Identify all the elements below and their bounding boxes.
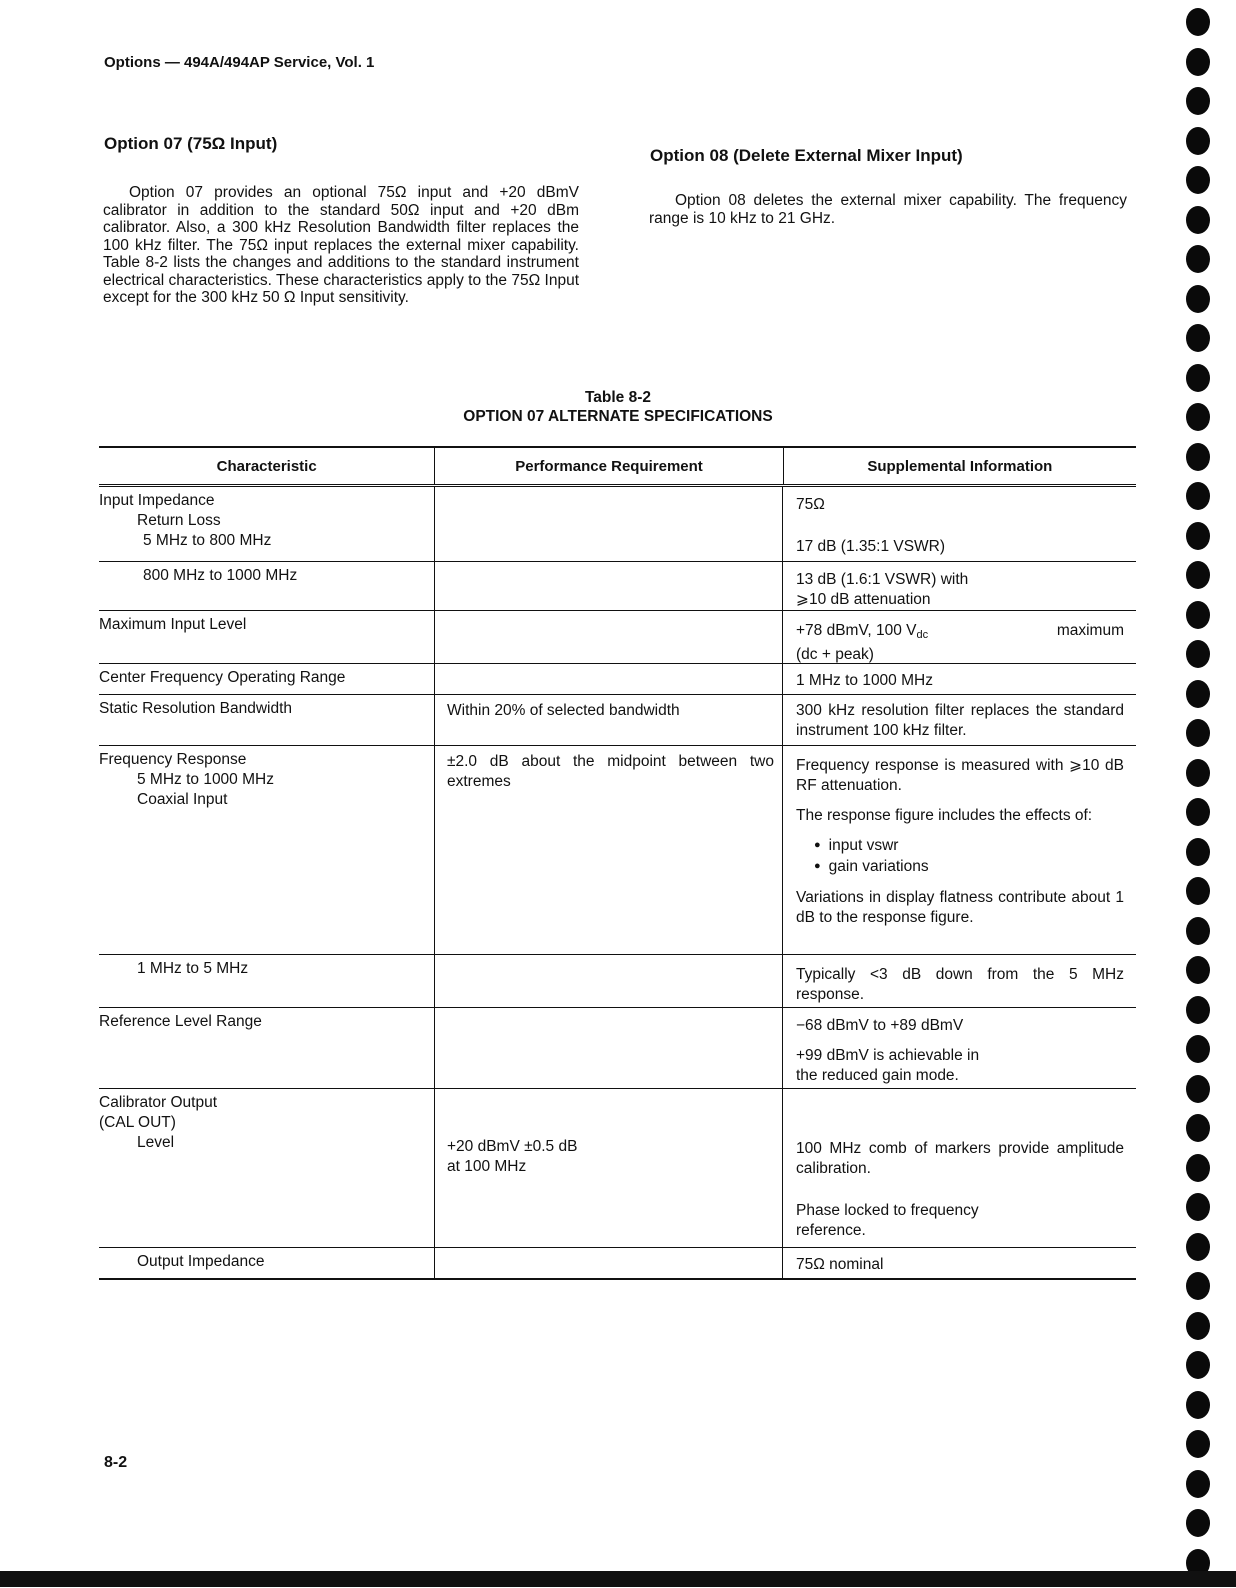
supplemental-text: 100 MHz comb of markers provide amplitude calibration. [796, 1140, 1124, 1177]
characteristic-label: 800 MHz to 1000 MHz [143, 567, 298, 584]
binder-hole [1186, 1272, 1210, 1300]
table-row [99, 1008, 1136, 1089]
characteristic-label: Static Resolution Bandwidth [99, 700, 293, 717]
header-supplemental: Supplemental Information [867, 457, 1053, 475]
table-header-row [99, 448, 1136, 487]
running-header: Options — 494A/494AP Service, Vol. 1 [104, 54, 375, 71]
supplemental-text: 300 kHz resolution filter replaces the standard instrument 100 kHz filter. [796, 702, 1124, 739]
binder-hole [1186, 206, 1210, 234]
supplemental-text: Typically <3 dB down from the 5 MHz response. [796, 966, 1124, 1003]
characteristic-label: Center Frequency Operating Range [99, 669, 346, 686]
binder-hole [1186, 127, 1210, 155]
binder-hole [1186, 956, 1210, 984]
characteristic-label: Return Loss [137, 512, 221, 529]
characteristic-label: Input Impedance [99, 492, 215, 509]
performance-text: ±2.0 dB about the midpoint between two extremes [447, 753, 774, 790]
binder-hole [1186, 719, 1210, 747]
table-row [99, 955, 1136, 1008]
binder-hole [1186, 1391, 1210, 1419]
binder-hole [1186, 996, 1210, 1024]
table-caption-title: OPTION 07 ALTERNATE SPECIFICATIONS [463, 408, 773, 425]
binder-hole [1186, 443, 1210, 471]
supplemental-text: 13 dB (1.6:1 VSWR) with [796, 571, 969, 588]
page-number: 8-2 [104, 1454, 128, 1471]
supplemental-text: +99 dBmV is achievable in [796, 1047, 980, 1064]
option08-title: Option 08 (Delete External Mixer Input) [650, 146, 963, 165]
supplemental-fragment: maximum [1056, 622, 1124, 639]
supplemental-text: Variations in display flatness contribute about 1 dB to the response figure. [796, 889, 1124, 926]
bottom-border-bar [0, 1571, 1236, 1587]
option08-body: Option 08 deletes the external mixer capability. The frequency range is 10 kHz to 21 GHz. [649, 192, 1127, 227]
table-row [99, 1248, 1136, 1278]
supplemental-text: −68 dBmV to +89 dBmV [796, 1017, 964, 1034]
bullet-item: ● gain variations [814, 857, 1124, 878]
characteristic-label: 1 MHz to 5 MHz [137, 960, 249, 977]
binder-holes [1186, 8, 1212, 1588]
characteristic-label: Coaxial Input [137, 791, 228, 808]
binder-hole [1186, 245, 1210, 273]
binder-hole [1186, 877, 1210, 905]
characteristic-label: (CAL OUT) [99, 1114, 176, 1131]
characteristic-label: 5 MHz to 800 MHz [143, 532, 272, 549]
binder-hole [1186, 1114, 1210, 1142]
supplemental-text: ⩾10 dB attenuation [796, 591, 931, 608]
characteristic-label: Frequency Response [99, 751, 247, 768]
binder-hole [1186, 285, 1210, 313]
binder-hole [1186, 1430, 1210, 1458]
performance-text: at 100 MHz [447, 1158, 527, 1175]
supplemental-text: 1 MHz to 1000 MHz [796, 672, 933, 689]
binder-hole [1186, 1154, 1210, 1182]
supplemental-text: the reduced gain mode. [796, 1067, 959, 1084]
binder-hole [1186, 364, 1210, 392]
performance-text: Within 20% of selected bandwidth [447, 702, 680, 719]
table-row [99, 611, 1136, 664]
table-row [99, 664, 1136, 695]
binder-hole [1186, 601, 1210, 629]
table-row [99, 487, 1136, 562]
supplemental-text: 75Ω [796, 496, 825, 513]
binder-hole [1186, 680, 1210, 708]
characteristic-label: 5 MHz to 1000 MHz [137, 771, 274, 788]
binder-hole [1186, 759, 1210, 787]
binder-hole [1186, 166, 1210, 194]
binder-hole [1186, 917, 1210, 945]
characteristic-label: Output Impedance [137, 1253, 265, 1270]
characteristic-label: Reference Level Range [99, 1013, 262, 1030]
table-row [99, 1089, 1136, 1248]
option07-body: Option 07 provides an optional 75Ω input and +20 dBmV calibrator in addition to the standard 50Ω input and +20 dBm calibrator. Also, a 300 kHz Resolution Bandwidth filter replaces the 100 kHz filter. The 75Ω input replaces the external mixer capability. Table 8-2 lists the changes and additions to the standard instrument electrical characteristics. These characteristics apply to the 75Ω Input except for the 300 kHz 50 Ω Input sensitivity. [103, 184, 579, 306]
supplemental-text: Phase locked to frequency [796, 1202, 979, 1219]
table-row [99, 562, 1136, 611]
supplemental-subscript: dc [916, 629, 929, 641]
spec-table [99, 446, 1136, 1280]
binder-hole [1186, 798, 1210, 826]
binder-hole [1186, 1470, 1210, 1498]
binder-hole [1186, 403, 1210, 431]
characteristic-label: Level [137, 1134, 175, 1151]
binder-hole [1186, 1312, 1210, 1340]
binder-hole [1186, 1075, 1210, 1103]
binder-hole [1186, 561, 1210, 589]
binder-hole [1186, 1509, 1210, 1537]
header-performance: Performance Requirement [435, 448, 783, 484]
binder-hole [1186, 1351, 1210, 1379]
characteristic-label: Maximum Input Level [99, 616, 247, 633]
supplemental-text: reference. [796, 1222, 866, 1239]
table-caption-number: Table 8-2 [584, 389, 652, 406]
binder-hole [1186, 1193, 1210, 1221]
binder-hole [1186, 8, 1210, 36]
binder-hole [1186, 1035, 1210, 1063]
supplemental-text: 75Ω nominal [796, 1256, 884, 1273]
table-row [99, 746, 1136, 955]
supplemental-text: 17 dB (1.35:1 VSWR) [796, 538, 946, 555]
performance-text: +20 dBmV ±0.5 dB [447, 1138, 578, 1155]
option07-title: Option 07 (75Ω Input) [104, 134, 278, 153]
binder-hole [1186, 324, 1210, 352]
binder-hole [1186, 640, 1210, 668]
supplemental-fragment: +78 dBmV, 100 V [796, 622, 917, 639]
bullet-item: ● input vswr [814, 836, 1124, 857]
characteristic-label: Calibrator Output [99, 1094, 218, 1111]
binder-hole [1186, 838, 1210, 866]
binder-hole [1186, 482, 1210, 510]
supplemental-text: (dc + peak) [796, 646, 874, 663]
binder-hole [1186, 522, 1210, 550]
supplemental-text [796, 621, 1124, 645]
table-row [99, 695, 1136, 746]
supplemental-text: Frequency response is measured with ⩾10 dB RF attenuation. [796, 757, 1124, 794]
supplemental-text: The response figure includes the effects of: [796, 807, 1093, 824]
binder-hole [1186, 87, 1210, 115]
binder-hole [1186, 48, 1210, 76]
binder-hole [1186, 1233, 1210, 1261]
header-characteristic: Characteristic [99, 448, 435, 484]
